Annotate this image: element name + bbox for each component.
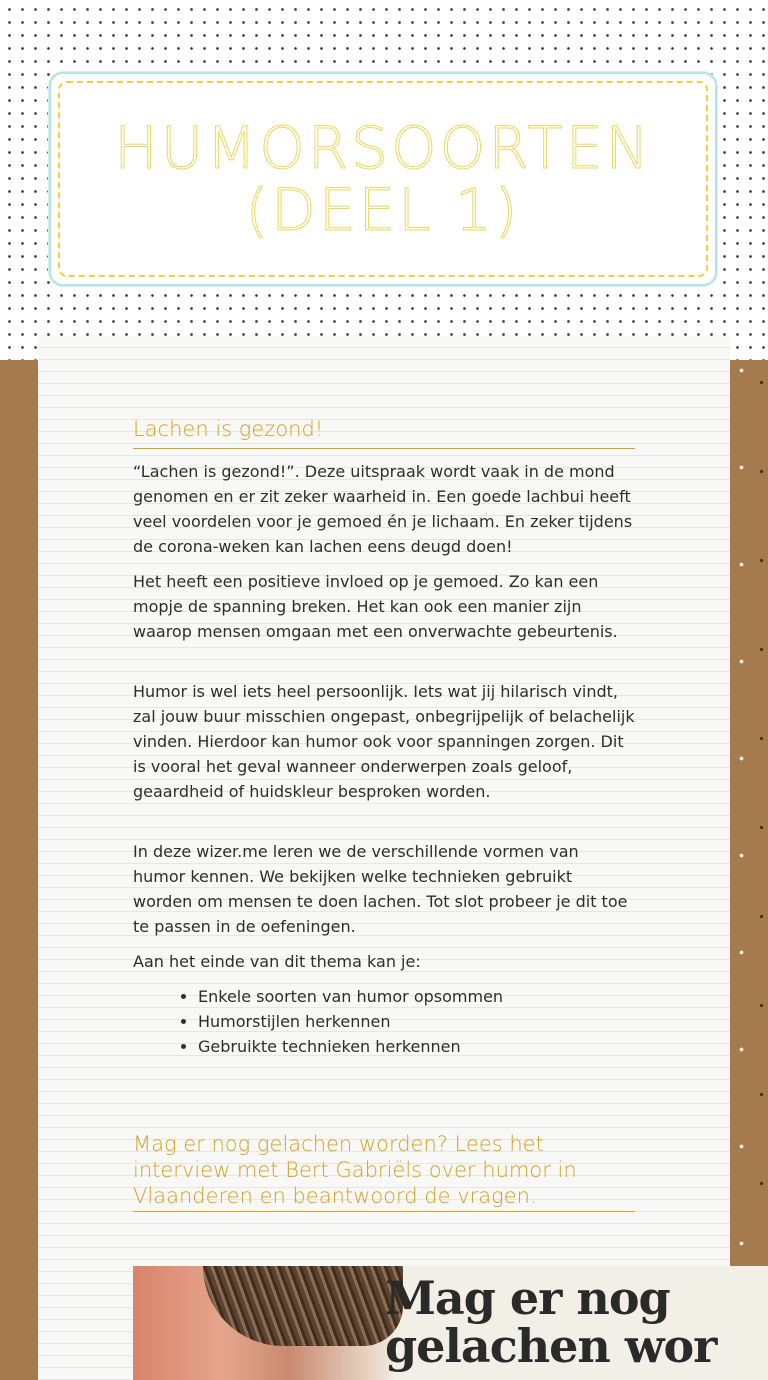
section-heading-interview: Mag er nog gelachen worden? Lees het interview met Bert Gabriëls over humor in Vlaanderen en beantwoord de vragen. <box>133 1131 635 1212</box>
article-photo-hair <box>203 1266 403 1346</box>
title-card-dashed-frame <box>58 81 708 277</box>
article-photo-face <box>133 1266 393 1380</box>
goals-intro: Aan het einde van dit thema kan je: <box>133 952 421 971</box>
intro-paragraph: “Lachen is gezond!”. Deze uitspraak wordt vaak in de mond genomen en er zit zeker waarheid in. Een goede lachbui heeft veel voordelen voor je gemoed én je lichaam. En zeker tijdens de corona-weken kan lachen eens deugd doen! <box>133 462 633 556</box>
list-item: • Humorstijlen herkennen <box>198 1009 635 1034</box>
list-item: • Enkele soorten van humor opsommen <box>198 984 635 1009</box>
list-item: • Gebruikte technieken herkennen <box>198 1034 635 1059</box>
wizer-paragraph: In deze wizer.me leren we de verschillende vormen van humor kennen. We bekijken welke technieken gebruikt worden om mensen te doen lachen. Tot slot probeer je dit toe te passen in de oefeningen. <box>133 842 628 936</box>
content-column <box>133 414 635 1222</box>
page-title-line-2: (DEEL 1) <box>245 176 521 244</box>
title-card <box>49 72 717 286</box>
page-title <box>114 114 652 244</box>
personal-humor-paragraph: Humor is wel iets heel persoonlijk. Iets wat jij hilarisch vindt, zal jouw buur misschien ongepast, onbegrijpelijk of belachelijk vinden. Hierdoor kan humor ook voor spanningen zorgen. Dit is vooral het geval wanneer onderwerpen zoals geloof, geaardheid of huidskleur besproken worden. <box>133 682 635 801</box>
section-heading-lachen: Lachen is gezond! <box>133 414 635 449</box>
article-headline-line-2: gelachen wor <box>385 1319 717 1373</box>
interview-article-image <box>133 1266 768 1380</box>
goals-list <box>133 984 635 1059</box>
page-title-line-1: HUMORSOORTEN <box>114 114 652 182</box>
lined-paper-panel <box>38 336 730 1380</box>
effect-paragraph: Het heeft een positieve invloed op je gemoed. Zo kan een mopje de spanning breken. Het kan ook een manier zijn waarop mensen omgaan met een onverwachte gebeurtenis. <box>133 572 618 641</box>
header-dotted-background <box>0 0 768 360</box>
article-headline <box>385 1271 717 1373</box>
article-headline-line-1: Mag er nog <box>385 1271 670 1325</box>
